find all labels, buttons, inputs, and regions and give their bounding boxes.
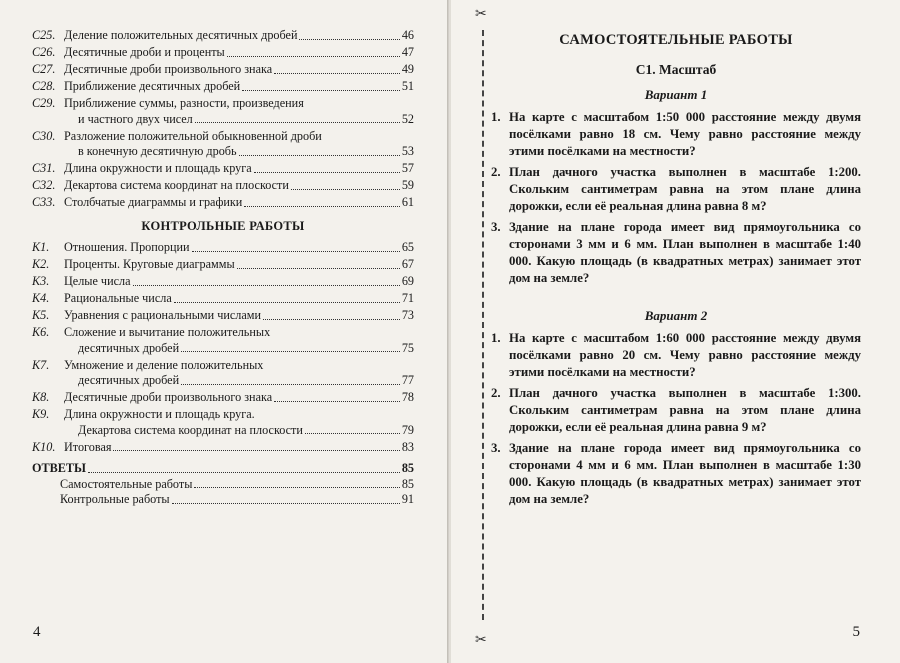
toc-page: 83 bbox=[401, 439, 414, 454]
toc-page: 49 bbox=[401, 62, 414, 76]
toc-page: 67 bbox=[401, 257, 414, 271]
task-item bbox=[491, 440, 861, 508]
toc-code: C26. bbox=[32, 45, 56, 59]
toc-page: 78 bbox=[401, 390, 414, 404]
toc-page: 47 bbox=[401, 45, 414, 59]
toc-title: Декартова система координат на плоскости bbox=[64, 178, 289, 192]
toc-title-line2-row bbox=[64, 423, 414, 439]
toc-code: K5. bbox=[32, 308, 50, 322]
toc-title: Самостоятельные работы bbox=[60, 476, 193, 491]
toc-entry[interactable] bbox=[32, 129, 414, 160]
cut-line bbox=[482, 30, 484, 620]
toc-title-line1: Сложение и вычитание положительных bbox=[64, 325, 271, 339]
toc-title-line2: в конечную десятичную дробь bbox=[78, 144, 237, 158]
toc-body bbox=[64, 129, 414, 160]
toc-entry[interactable] bbox=[32, 407, 414, 438]
leader-dots bbox=[133, 285, 400, 286]
toc-title: ОТВЕТЫ bbox=[32, 461, 86, 475]
toc-title: Столбчатые диаграммы и графики bbox=[64, 195, 243, 209]
toc-body bbox=[64, 325, 414, 356]
toc-page: 85 bbox=[401, 476, 414, 491]
toc-entry[interactable] bbox=[32, 178, 414, 194]
toc-page: 69 bbox=[401, 274, 414, 288]
toc-title-line1: Умножение и деление положительных bbox=[64, 357, 264, 372]
toc-entry[interactable] bbox=[32, 440, 414, 456]
toc-title: Деление положительных десятичных дробей bbox=[64, 28, 298, 42]
scissors-icon: ✂ bbox=[475, 7, 487, 22]
toc-code: C32. bbox=[32, 178, 56, 192]
task-text: Здание на плане города имеет вид прямоугольника со сторонами 4 мм и 6 мм. План выполнен в масштабе 1:30 000. Какую площадь (в квадратных метрах) занимает этот дом на земле? bbox=[509, 441, 861, 506]
toc-title-line2: и частного двух чисел bbox=[78, 111, 193, 126]
toc-entry[interactable] bbox=[32, 308, 414, 324]
task-text: На карте с масштабом 1:60 000 расстояние между двумя посёлками равно 20 см. Чему равно расстояние между этими посёлками на местности? bbox=[509, 331, 861, 379]
toc-page: 85 bbox=[401, 461, 414, 475]
toc-page: 51 bbox=[401, 79, 414, 93]
task-item bbox=[491, 385, 861, 436]
leader-dots bbox=[181, 351, 400, 352]
toc-title: Уравнения с рациональными числами bbox=[64, 308, 261, 322]
leader-dots bbox=[274, 73, 400, 74]
toc-body bbox=[64, 358, 414, 389]
table-of-contents bbox=[32, 28, 414, 508]
task-number: 2. bbox=[491, 386, 501, 400]
toc-code: K4. bbox=[32, 291, 50, 305]
toc-page: 61 bbox=[401, 195, 414, 209]
toc-body bbox=[64, 407, 414, 438]
toc-entry[interactable] bbox=[32, 161, 414, 177]
toc-title-line2-row bbox=[64, 144, 414, 160]
toc-title: Десятичные дроби и проценты bbox=[64, 45, 225, 59]
toc-body bbox=[64, 96, 414, 127]
leader-dots bbox=[195, 122, 400, 123]
toc-page: 57 bbox=[401, 161, 414, 175]
leader-dots bbox=[237, 268, 400, 269]
task-text: На карте с масштабом 1:50 000 расстояние между двумя посёлками равно 18 см. Чему равно расстояние между этими посёлками на местности? bbox=[509, 110, 861, 158]
toc-entry[interactable] bbox=[32, 257, 414, 273]
toc-entry[interactable] bbox=[32, 96, 414, 127]
toc-title: Итоговая bbox=[64, 439, 112, 454]
toc-page: 65 bbox=[401, 240, 414, 254]
toc-code: K7. bbox=[32, 357, 50, 372]
task-number: 3. bbox=[491, 441, 501, 455]
leader-dots bbox=[174, 302, 400, 303]
toc-code: C25. bbox=[32, 28, 56, 42]
leader-dots bbox=[254, 172, 400, 173]
section-heading: КОНТРОЛЬНЫЕ РАБОТЫ bbox=[141, 218, 305, 233]
toc-code: K2. bbox=[32, 257, 50, 271]
toc-entry[interactable] bbox=[32, 195, 414, 211]
leader-dots bbox=[227, 56, 400, 57]
toc-title-line2-row bbox=[64, 373, 414, 389]
toc-page: 52 bbox=[401, 111, 414, 126]
toc-title: Десятичные дроби произвольного знака bbox=[64, 390, 273, 404]
section-title: С1. Масштаб bbox=[635, 62, 717, 77]
toc-page: 91 bbox=[401, 492, 414, 506]
toc-title-line2: Декартова система координат на плоскости bbox=[78, 422, 303, 437]
leader-dots bbox=[305, 433, 400, 434]
variant-heading: Вариант 1 bbox=[644, 87, 708, 102]
task-number: 1. bbox=[491, 110, 501, 124]
task-number: 1. bbox=[491, 331, 501, 345]
toc-page: 71 bbox=[401, 291, 414, 305]
toc-page: 73 bbox=[401, 308, 414, 322]
toc-entry[interactable] bbox=[32, 390, 414, 406]
toc-title: Проценты. Круговые диаграммы bbox=[64, 257, 235, 271]
toc-title-line1: Разложение положительной обыкновенной дроби bbox=[64, 128, 322, 143]
toc-code: C30. bbox=[32, 128, 56, 143]
toc-entry[interactable] bbox=[32, 291, 414, 307]
worksheet bbox=[491, 32, 861, 512]
leader-dots bbox=[291, 189, 400, 190]
toc-page: 79 bbox=[401, 422, 414, 437]
task-item bbox=[491, 109, 861, 160]
toc-title-line1: Приближение суммы, разности, произведения bbox=[64, 96, 304, 110]
leader-dots bbox=[113, 450, 399, 451]
toc-entry[interactable] bbox=[32, 62, 414, 78]
toc-code: K9. bbox=[32, 407, 50, 421]
toc-entry[interactable] bbox=[32, 79, 414, 95]
toc-code: K10. bbox=[32, 439, 56, 454]
task-text: Здание на плане города имеет вид прямоугольника со сторонами 3 мм и 6 мм. План выполнен в масштабе 1:40 000. Какую площадь (в квадратных метрах) занимает этот дом на земле? bbox=[509, 220, 861, 285]
toc-entry[interactable] bbox=[32, 325, 414, 356]
toc-title-line2: десятичных дробей bbox=[78, 340, 180, 355]
toc-entry-answers[interactable] bbox=[32, 461, 414, 477]
toc-code: K8. bbox=[32, 390, 50, 404]
page-number: 4 bbox=[33, 624, 41, 640]
task-text: План дачного участка выполнен в масштабе 1:300. Скольким сантиметрам равна на этом плане длина дорожки, если её реальная длина равна 9 м? bbox=[509, 386, 861, 434]
toc-title-line2-row bbox=[64, 112, 414, 128]
toc-code: K1. bbox=[32, 240, 50, 254]
task-item bbox=[491, 164, 861, 215]
toc-code: C33. bbox=[32, 195, 56, 209]
page-title: САМОСТОЯТЕЛЬНЫЕ РАБОТЫ bbox=[559, 32, 793, 48]
toc-entry[interactable] bbox=[32, 240, 414, 256]
toc-page: 59 bbox=[401, 178, 414, 192]
leader-dots bbox=[299, 39, 399, 40]
leader-dots bbox=[263, 319, 400, 320]
variant-heading: Вариант 2 bbox=[644, 308, 708, 323]
task-text: План дачного участка выполнен в масштабе 1:200. Скольким сантиметрам равна на этом плане длина дорожки, если её реальная длина равна 8 м? bbox=[509, 165, 861, 213]
toc-entry[interactable] bbox=[32, 492, 414, 508]
left-page bbox=[0, 0, 449, 663]
toc-code: C27. bbox=[32, 62, 56, 76]
toc-entry[interactable] bbox=[32, 45, 414, 61]
task-number: 2. bbox=[491, 165, 501, 179]
leader-dots bbox=[239, 155, 400, 156]
toc-page: 77 bbox=[401, 373, 414, 387]
toc-code: C31. bbox=[32, 161, 56, 175]
toc-code: C28. bbox=[32, 79, 56, 93]
scissors-icon: ✂ bbox=[475, 633, 487, 648]
leader-dots bbox=[242, 90, 400, 91]
leader-dots bbox=[181, 384, 400, 385]
toc-code: K3. bbox=[32, 274, 50, 288]
toc-title-line1: Длина окружности и площадь круга. bbox=[64, 407, 255, 421]
toc-page: 53 bbox=[401, 144, 414, 158]
toc-title-line2-row bbox=[64, 341, 414, 357]
toc-page: 46 bbox=[401, 28, 414, 42]
leader-dots bbox=[192, 251, 400, 252]
toc-entry[interactable] bbox=[32, 477, 414, 493]
task-item bbox=[491, 330, 861, 381]
toc-title: Длина окружности и площадь круга bbox=[64, 161, 252, 175]
toc-title-line2: десятичных дробей bbox=[78, 373, 180, 387]
toc-title: Контрольные работы bbox=[60, 492, 170, 506]
toc-code: C29. bbox=[32, 96, 56, 110]
right-page bbox=[451, 0, 900, 663]
leader-dots bbox=[274, 401, 400, 402]
leader-dots bbox=[88, 472, 400, 473]
toc-title: Приближение десятичных дробей bbox=[64, 79, 241, 93]
toc-entry[interactable] bbox=[32, 28, 414, 44]
leader-dots bbox=[244, 206, 400, 207]
task-number: 3. bbox=[491, 220, 501, 234]
leader-dots bbox=[172, 503, 400, 504]
task-item bbox=[491, 219, 861, 287]
toc-title: Десятичные дроби произвольного знака bbox=[64, 62, 273, 76]
toc-title: Целые числа bbox=[64, 274, 131, 288]
toc-title: Рациональные числа bbox=[64, 291, 172, 305]
toc-entry[interactable] bbox=[32, 358, 414, 389]
toc-code: K6. bbox=[32, 325, 50, 339]
toc-title: Отношения. Пропорции bbox=[64, 240, 190, 254]
toc-entry[interactable] bbox=[32, 274, 414, 290]
page-number: 5 bbox=[852, 624, 860, 640]
leader-dots bbox=[194, 487, 399, 488]
toc-page: 75 bbox=[401, 340, 414, 355]
